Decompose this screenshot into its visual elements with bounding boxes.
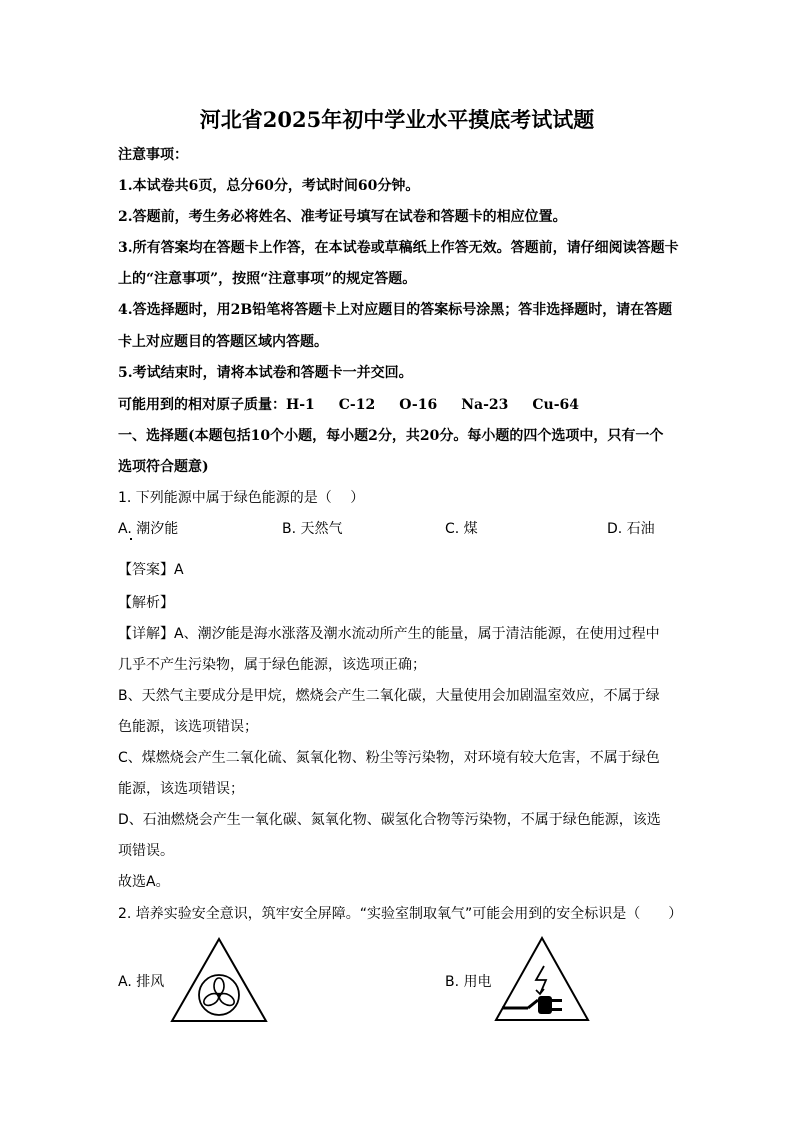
notice-item: 4.答选择题时，用2B铅笔将答题卡上对应题目的答案标号涂黑；答非选择题时，请在答题 [118,302,673,318]
question-1-option-c: C. 煤 [445,521,478,537]
atomic-mass-value: O-16 [399,397,438,413]
atomic-mass-value: C-12 [338,397,376,413]
stray-dot [130,538,132,540]
notice-item: 上的“注意事项”，按照“注意事项”的规定答题。 [118,271,417,287]
conclusion: 故选A。 [118,874,170,890]
section-heading: 一、选择题(本题包括10个小题，每小题2分，共20分。每小题的四个选项中，只有一个 [118,428,664,444]
ventilation-fan-icon [170,937,268,1023]
electricity-plug-icon [494,936,590,1022]
analysis-line: 项错误。 [118,843,174,859]
question-2-option-b: B. 用电 [445,974,492,990]
notice-heading: 注意事项： [118,147,188,163]
question-2-option-a: A. 排风 [118,974,165,990]
notice-item: 1.本试卷共6页，总分60分，考试时间60分钟。 [118,178,420,194]
question-1-option-d: D. 石油 [607,521,655,537]
analysis-line: 色能源，该选项错误； [118,719,258,735]
question-1-stem: 1. 下列能源中属于绿色能源的是（ ） [118,490,365,506]
analysis-line: B、天然气主要成分是甲烷，燃烧会产生二氧化碳，大量使用会加剧温室效应，不属于绿 [118,688,660,704]
analysis-line: 能源，该选项错误； [118,781,244,797]
question-1-option-b: B. 天然气 [282,521,343,537]
notice-item: 2.答题前，考生务必将姓名、准考证号填写在试卷和答题卡的相应位置。 [118,209,567,225]
atomic-mass-label: 可能用到的相对原子质量： [118,397,286,413]
analysis-line: 【详解】A、潮汐能是海水涨落及潮水流动所产生的能量，属于清洁能源，在使用过程中 [118,626,660,642]
atomic-mass-value: H-1 [286,397,315,413]
notice-item: 卡上对应题目的答题区域内答题。 [118,334,328,350]
section-heading-cont: 选项符合题意) [118,459,209,475]
analysis-line: D、石油燃烧会产生一氧化碳、氮氧化物、碳氢化合物等污染物，不属于绿色能源，该选 [118,812,661,828]
analysis-label: 【解析】 [118,595,174,611]
atomic-mass-value: Cu-64 [532,397,580,413]
answer: 【答案】A [118,562,184,578]
question-1-option-a: A. 潮汐能 [118,521,179,537]
analysis-line: 几乎不产生污染物，属于绿色能源，该选项正确； [118,657,426,673]
question-2-stem: 2. 培养实验安全意识，筑牢安全屏障。“实验室制取氧气”可能会用到的安全标识是（ ） [118,906,683,922]
atomic-mass-value: Na-23 [461,397,509,413]
notice-item: 5.考试结束时，请将本试卷和答题卡一并交回。 [118,365,413,381]
analysis-line: C、煤燃烧会产生二氧化硫、氮氧化物、粉尘等污染物，对环境有较大危害，不属于绿色 [118,750,660,766]
page-title: 河北省2025年初中学业水平摸底考试试题 [199,107,595,132]
notice-item: 3.所有答案均在答题卡上作答，在本试卷或草稿纸上作答无效。答题前，请仔细阅读答题卡 [118,240,679,256]
atomic-mass-line [118,396,579,414]
